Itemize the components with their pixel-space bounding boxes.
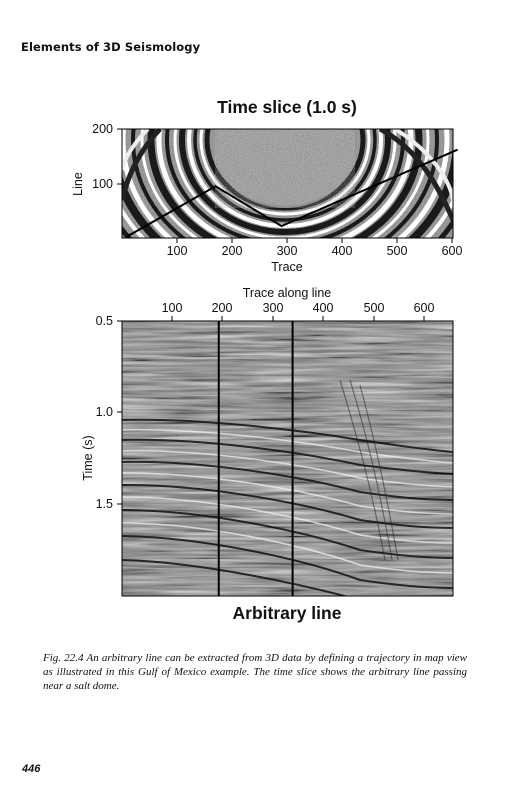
arbitrary-line-xtick: 400 — [312, 301, 334, 315]
figure-caption: Fig. 22.4 An arbitrary line can be extracted from 3D data by defining a trajectory in map view as illustrated in this Gulf of Mexico example. The time slice shows the arbitrary line passing near a salt dome. — [43, 652, 467, 692]
arbitrary-line-image — [122, 321, 453, 600]
page-number: 446 — [22, 763, 41, 775]
time-slice-xtick: 600 — [441, 244, 463, 258]
arbitrary-line-ytick: 1.5 — [95, 497, 113, 511]
time-slice-xtick: 100 — [166, 244, 188, 258]
arbitrary-line-ylabel: Time (s) — [81, 435, 95, 481]
arbitrary-line-yticks — [96, 314, 122, 511]
time-slice-xticks — [167, 238, 463, 258]
arbitrary-line-xtick: 100 — [161, 301, 183, 315]
time-slice-xtick: 300 — [276, 244, 298, 258]
time-slice-ytick: 100 — [92, 177, 113, 191]
time-slice-xtick: 500 — [386, 244, 408, 258]
arbitrary-line-xtick: 300 — [262, 301, 284, 315]
running-head: Elements of 3D Seismology — [21, 40, 201, 54]
arbitrary-line-xticks — [162, 301, 435, 321]
arbitrary-line-title: Arbitrary line — [232, 603, 342, 623]
time-slice-xtick: 400 — [331, 244, 353, 258]
arbitrary-line-top-label: Trace along line — [242, 286, 332, 300]
time-slice-ylabel: Line — [71, 172, 85, 196]
time-slice-title: Time slice (1.0 s) — [217, 97, 357, 117]
arbitrary-line-ytick: 1.0 — [95, 405, 113, 419]
time-slice-ytick: 200 — [92, 122, 113, 136]
arbitrary-line-xtick: 500 — [363, 301, 385, 315]
arbitrary-line-ytick: 0.5 — [95, 314, 113, 328]
arbitrary-line-xtick: 600 — [413, 301, 435, 315]
time-slice-xlabel: Trace — [271, 260, 303, 274]
time-slice-yticks — [92, 122, 122, 191]
arbitrary-line-xtick: 200 — [211, 301, 233, 315]
time-slice-xtick: 200 — [221, 244, 243, 258]
